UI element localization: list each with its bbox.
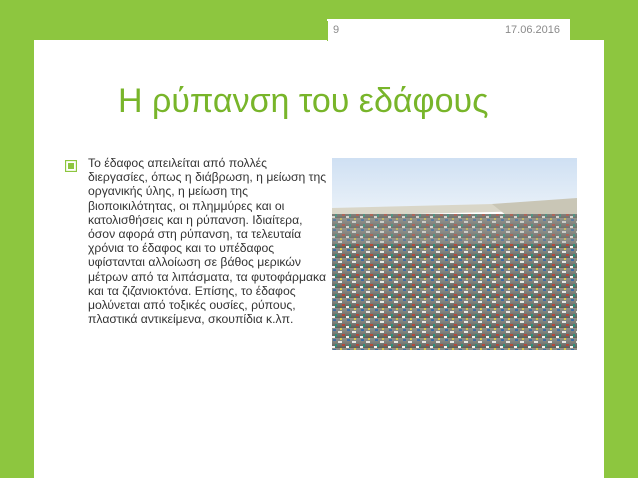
slide-number: 9: [333, 24, 340, 36]
slide-date: 17.06.2016: [504, 24, 560, 36]
square-bullet-icon: [65, 160, 77, 172]
header-divider: [327, 21, 328, 41]
slide-header-bar: [327, 19, 570, 43]
slide-title: Η ρύπανση του εδάφους: [118, 82, 489, 120]
landfill-photo: [332, 158, 577, 350]
bullet-text: Το έδαφος απειλείται από πολλές διεργασίες, όπως η διάβρωση, η μείωση της οργανικής ύλης, η μείωση της βιοποικιλότητας, οι πλημμύρες και οι κατολισθήσεις και η ρύπανση. Ιδιαίτερα, όσον αφορά στη ρύπανση, τα τελευταία χρόνια το έδαφος και το υπέδαφος υφίστανται αλλοίωση σε βάθος μερικών μέτρων από τα λιπάσματα, τα φυτοφάρμακα και τα ζιζανιοκτόνα. Επίσης, το έδαφος μολύνεται από τοξικές ουσίες, ρύπους, πλαστικά αντικείμενα, σκουπίδια κ.λπ.: [88, 156, 327, 327]
